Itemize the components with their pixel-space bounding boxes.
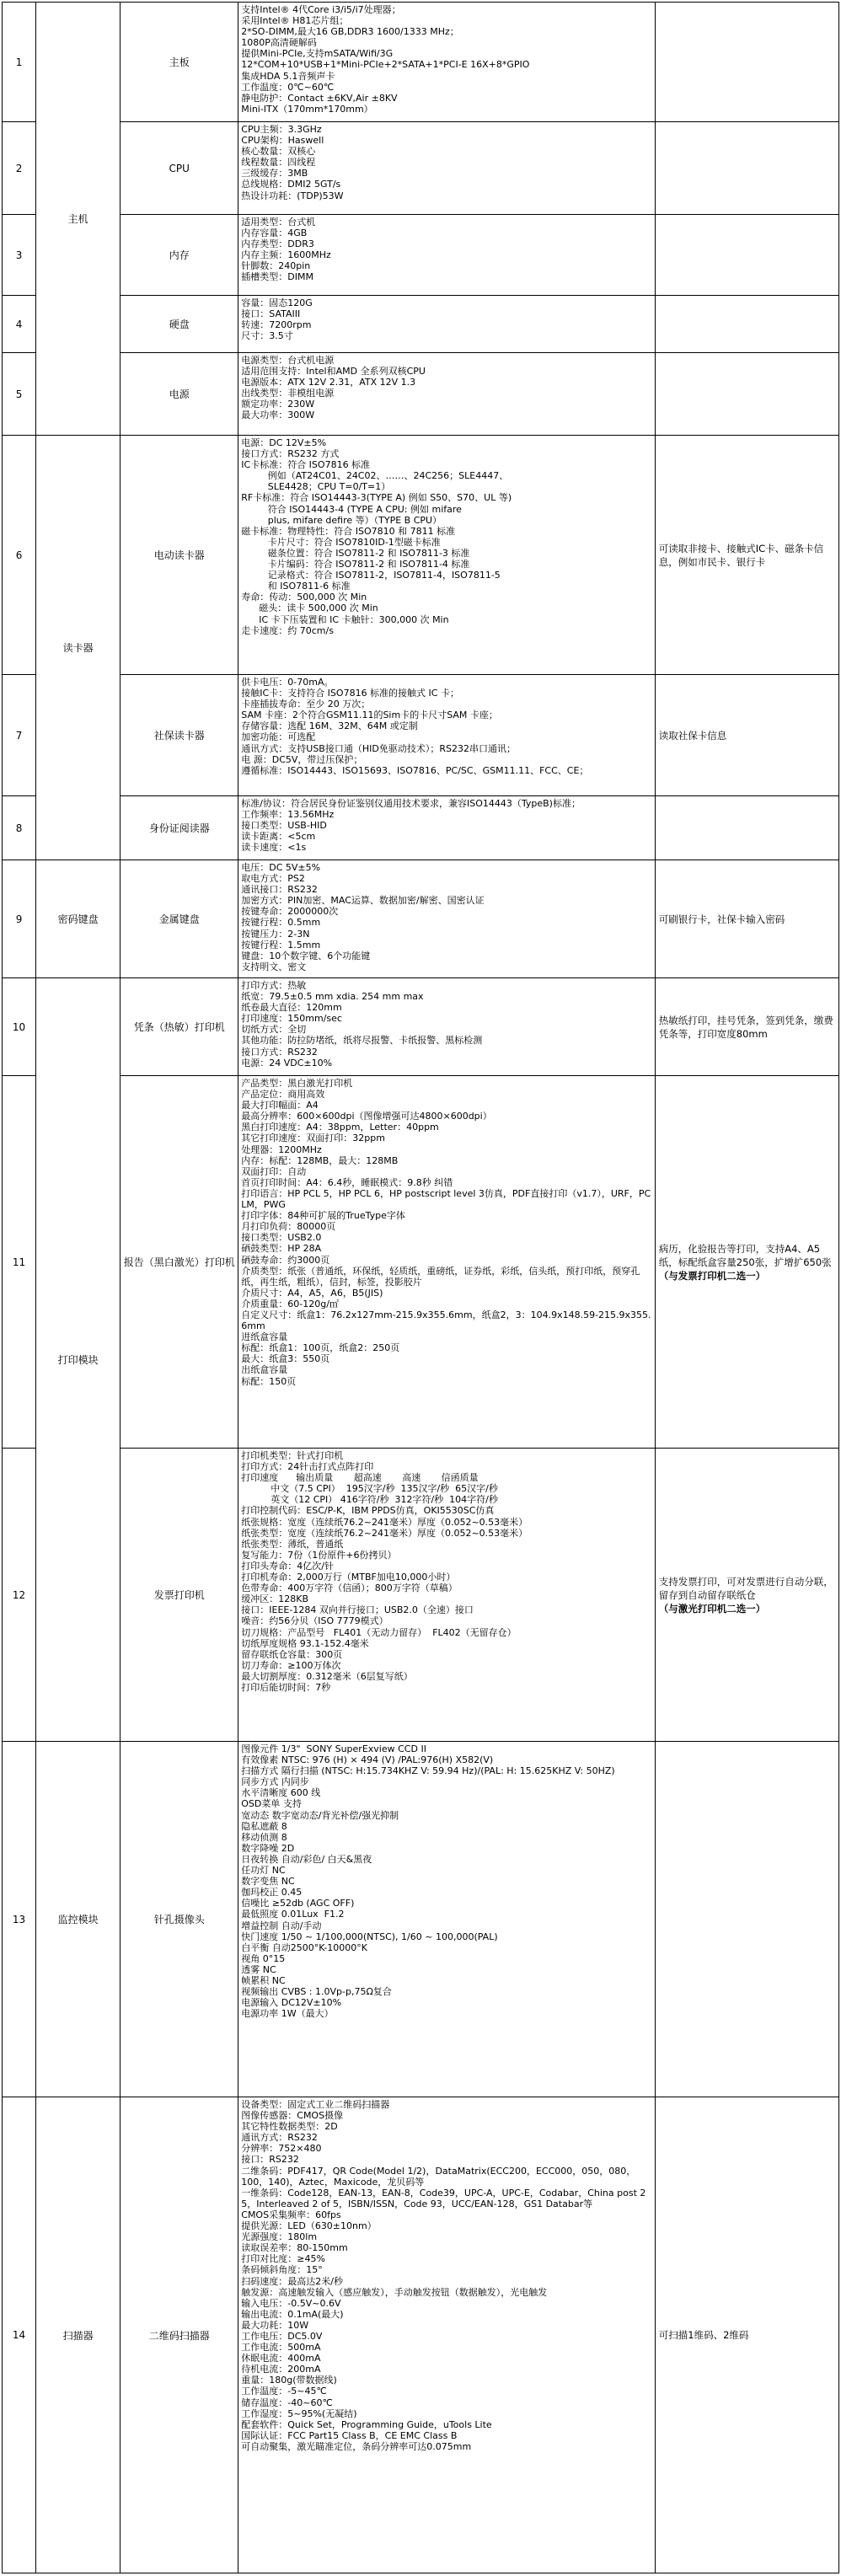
group-label: 密码键盘 (36, 860, 121, 978)
device-name: 针孔摄像头 (121, 1742, 238, 2097)
device-name: 主板 (121, 3, 238, 122)
row-number: 3 (3, 215, 36, 296)
device-name: 内存 (121, 215, 238, 296)
spec-table (2, 2, 839, 2573)
table-row (3, 353, 839, 436)
row-number: 1 (3, 3, 36, 122)
row-number: 12 (3, 1449, 36, 1742)
table-row (3, 296, 839, 353)
group-label: 主机 (36, 3, 121, 436)
group-label: 打印模块 (36, 978, 121, 1742)
row-number: 6 (3, 436, 36, 675)
table-row (3, 436, 839, 675)
spec-cell: 支持Intel® 4代Core i3/i5/i7处理器； 采用Intel® H81芯片组； 2*SO-DIMM,最大16 GB,DDR3 1600/1333 MHz； 1080P高清硬解码 提供Mini-PCIe,支持mSATA/Wifi/3G 12*COM+10*USB+1*Mini-PCIe+2*SATA+1*PCI-E 16X+8*GPIO 集成HDA 5.1音频声卡 工作温度：0℃~60℃ 静电防护：Contact ±6KV,Air ±8KV Mini-ITX（170mm*170mm） (238, 3, 655, 122)
spec-cell: 产品类型：黑白激光打印机 产品定位：商用高效 最大打印幅面：A4 最高分辨率：600×600dpi（图像增强可达4800×600dpi） 黑白打印速度：A4：38ppm，Letter：40ppm 其它打印速度：双面打印：32ppm 处理器：1200MHz 内存：标配：128MB，最大：128MB 双面打印：自动 首页打印时间：A4：6.4秒，睡眠模式：9.8秒 纠错 打印语言：HP PCL 5，HP PCL 6，HP postscript level 3仿真，PDF直接打印（v1.7），URF，PCLM，PWG 打印字体：84种可扩展的TrueType字体 月打印负荷：80000页 接口类型：USB2.0 硒鼓类型：HP 28A 硒鼓寿命：约3000页 介质类型：纸张（普通纸，环保纸，轻质纸，重磅纸，证券纸，彩纸，信头纸，预打印纸，预穿孔纸，再生纸，粗纸），信封，标签，投影胶片 介质尺寸：A4，A5，A6，B5(JIS) 介质重量：60-120g/㎡ 自定义尺寸：纸盒1：76.2x127mm-215.9x355.6mm，纸盒2，3：104.9x148.59-215.9x355.6mm 进纸盒容量 标配：纸盒1：100页，纸盒2：250页 最大：纸盒3：550页 出纸盒容量 标配：150页 (238, 1076, 655, 1449)
spec-cell: 电源类型：台式机电源 适用范围支持：Intel和AMD 全系列双核CPU 电源版本：ATX 12V 2.31，ATX 12V 1.3 出线类型：非模组电源 额定功率：230W 最大功率：300W (238, 353, 655, 436)
spec-cell: 打印方式：热敏 纸宽：79.5±0.5 mm xdia. 254 mm max 纸卷最大直径：120mm 打印速度：150mm/sec 切纸方式：全切 其他功能：防拉防堵纸，纸将尽报警、卡纸报警、黑标检测 接口方式：RS232 电源：24 VDC±10% (238, 978, 655, 1076)
note-cell: 病历，化验报告等打印，支持A4、A5纸，标配纸盒容量250张，扩增扩650张（与发票打印机二选一） (655, 1076, 838, 1449)
row-number: 4 (3, 296, 36, 353)
table-row (3, 860, 839, 978)
spec-cell: 图像元件 1/3" SONY SuperExview CCD II 有效像素 NTSC: 976 (H) × 494 (V) /PAL:976(H) X582(V) 扫描方式 隔行扫描 (NTSC: H:15.734KHZ V: 59.94 Hz)/(PAL: H: 15.625KHZ V: 50HZ) 同步方式 内同步 水平清晰度 600 线 OSD菜单 支持 宽动态 数字宽动态/背光补偿/强光抑制 隐私遮蔽 8 移动侦测 8 数字降噪 2D 日夜转换 自动/彩色/ 白天&黑夜 任功灯 NC 数字变焦 NC 伽玛校正 0.45 信噪比 ≥52db (AGC OFF) 最低照度 0.01Lux F1.2 增益控制 自动/手动 快门速度 1/50 ~ 1/100,000(NTSC), 1/60 ~ 100,000(PAL) 白平衡 自动2500°K-10000°K 视角 0°15 透雾 NC 帧累积 NC 视频输出 CVBS : 1.0Vp-p,75Ω复合 电源输入 DC12V±10% 电源功率 1W（最大） (238, 1742, 655, 2097)
note-cell: 支持发票打印，可对发票进行自动分联，留存到自动留存联纸仓 （与激光打印机二选一） (655, 1449, 838, 1742)
note-cell: 可读取非接卡、接触式IC卡、磁条卡信息，例如市民卡、银行卡 (655, 436, 838, 675)
note-cell (655, 215, 838, 296)
device-name: CPU (121, 122, 238, 215)
row-number: 7 (3, 675, 36, 796)
group-label: 扫描器 (36, 2097, 121, 2573)
device-name: 硬盘 (121, 296, 238, 353)
spec-cell: 供卡电压：0-70mA。 接触IC卡：支持符合 ISO7816 标准的接触式 IC 卡； 卡座插拔寿命：至少 20 万次； SAM 卡座：2个符合GSM11.11的Sim卡的卡尺寸SAM 卡座； 存储容量：选配 16M、32M、64M 或定制 加密功能：可选配 通讯方式：支持USB接口通（HID免驱动技术）；RS232串口通讯； 电 源：DC5V，带过压保护； 遵循标准：ISO14443、ISO15693、ISO7816、PC/SC、GSM11.11、FCC、CE； (238, 675, 655, 796)
device-name: 金属键盘 (121, 860, 238, 978)
row-number: 2 (3, 122, 36, 215)
table-row (3, 978, 839, 1076)
device-name: 二维码扫描器 (121, 2097, 238, 2573)
note-cell (655, 1742, 838, 2097)
row-number: 5 (3, 353, 36, 436)
table-row (3, 2097, 839, 2573)
note-cell: 可刷银行卡，社保卡输入密码 (655, 860, 838, 978)
table-row (3, 3, 839, 122)
table-row (3, 1449, 839, 1742)
spec-cell: 电压：DC 5V±5% 取电方式：PS2 通讯接口：RS232 加密方式：PIN加密、MAC运算、数据加密/解密、国密认证 按键寿命：2000000次 按键行程：0.5mm 按键压力：2-3N 按键行程：1.5mm 键盘：10个数字键、6个功能键 支持明文、密文 (238, 860, 655, 978)
row-number: 13 (3, 1742, 36, 2097)
spec-cell: 容量：固态120G 接口：SATAIII 转速：7200rpm 尺寸：3.5寸 (238, 296, 655, 353)
note-cell: 热敏纸打印，挂号凭条，签到凭条，缴费凭条等，打印宽度80mm (655, 978, 838, 1076)
table-row (3, 215, 839, 296)
spec-cell: 电源：DC 12V±5% 接口方式：RS232 方式 IC卡标准：符合 ISO7816 标准 例如（AT24C01、24C02、……、24C256；SLE4447、 SLE4428；CPU T=0/T=1） RF卡标准：符合 ISO14443-3(TYPE A) 例如 S50、S70、UL 等) 符合 ISO14443-4 (TYPE A CPU: 例如 mifare plus, mifare defire 等）（TYPE B CPU） 磁卡标准：物理特性：符合 ISO7810 和 7811 标准 卡片尺寸：符合 ISO7810ID-1型磁卡标准 磁条位置：符合 ISO7811-2 和 ISO7811-3 标准 卡片编码：符合 ISO7811-2 和 ISO7811-4 标准 记录格式：符合 ISO7811-2，ISO7811-4，ISO7811-5 和 ISO7811-6 标准 寿命：传动：500,000 次 Min 磁头：读卡 500,000 次 Min IC 卡下压装置和 IC 卡触针：300,000 次 Min 走卡速度：约 70cm/s (238, 436, 655, 675)
group-label: 监控模块 (36, 1742, 121, 2097)
table-row (3, 1076, 839, 1449)
table-row (3, 1742, 839, 2097)
note-cell (655, 3, 838, 122)
row-number: 9 (3, 860, 36, 978)
note-cell: 读取社保卡信息 (655, 675, 838, 796)
note-cell (655, 122, 838, 215)
device-name: 社保读卡器 (121, 675, 238, 796)
group-label: 读卡器 (36, 436, 121, 860)
device-name: 电动读卡器 (121, 436, 238, 675)
spec-cell: 打印机类型：针式打印机 打印方式：24针击打式点阵打印 打印速度 输出质量 超高速 高速 信函质量 中文（7.5 CPI） 195汉字/秒 135汉字/秒 65汉字/秒 英文（12 CPI） 416字符/秒 312字符/秒 104字符/秒 打印控制代码：ESC/P-K，IBM PPDS仿真，OKI5530SC仿真 纸张规格：宽度（连续纸76.2~241毫米）厚度（0.052~0.53毫米） 纸张类型：宽度（连续纸76.2~241毫米）厚度（0.052~0.53毫米） 纸张类型：薄纸，普通纸 复写能力：7份（1份原件+6份拷贝） 打印头寿命：4亿次/针 打印机寿命：2,000万行（MTBF加电10,000小时） 色带寿命：400万字符（信函）；800万字符（草稿） 缓冲区：128KB 接口：IEEE-1284 双向并行接口；USB2.0（全速）接口 噪音：约56分贝（ISO 7779模式） 切刀规格：产品型号 FL401（无动力留存） FL402（无留存仓） 切纸厚度规格 93.1-152.4毫米 留存联纸仓容量：300页 切刀寿命：≥100万体次 最大切割厚度：0.312毫米（6层复写纸） 打印后能切时间：7秒 (238, 1449, 655, 1742)
row-number: 14 (3, 2097, 36, 2573)
table-row (3, 122, 839, 215)
row-number: 10 (3, 978, 36, 1076)
note-cell (655, 353, 838, 436)
row-number: 8 (3, 796, 36, 860)
table-row (3, 675, 839, 796)
device-name: 电源 (121, 353, 238, 436)
device-name: 发票打印机 (121, 1449, 238, 1742)
row-number: 11 (3, 1076, 36, 1449)
note-cell: 可扫描1维码、2维码 (655, 2097, 838, 2573)
note-cell (655, 796, 838, 860)
spec-cell: 标准/协议：符合居民身份证鉴别仪通用技术要求，兼容ISO14443（TypeB)标准； 工作频率：13.56MHz 接口类型：USB-HID 读卡距离：<5cm 读卡速度：<1s (238, 796, 655, 860)
note-cell (655, 296, 838, 353)
table-row (3, 796, 839, 860)
spec-cell: CPU主频：3.3GHz CPU架构：Haswell 核心数量：双核心 线程数量：四线程 三级缓存：3MB 总线规格：DMI2 5GT/s 热设计功耗：(TDP)53W (238, 122, 655, 215)
spec-cell: 适用类型：台式机 内存容量：4GB 内存类型：DDR3 内存主频：1600MHz 针脚数：240pin 插槽类型：DIMM (238, 215, 655, 296)
spec-cell: 设备类型：固定式工业二维码扫描器 图像传感器：CMOS摄像 其它特性数据类型：2D 通讯方式：RS232 分辨率：752×480 接口：RS232 二维条码：PDF417，QR Code(Model 1/2)，DataMatrix(ECC200，ECC000，050，080， 100，140)，Aztec，Maxicode，龙贝码等 一维条码：Code128，EAN-13，EAN-8，Code39，UPC-A，UPC-E，Codabar，China post 25，Interleaved 2 of 5，ISBN/ISSN，Code 93，UCC/EAN-128，GS1 Databar等 CMOS采集频率：60fps 提供光源：LED（630±10nm） 光源强度：180lm 读取误差率：80-150mm 打印对比度：≥45% 条码倾斜角度：15° 扫码速度：最高达2米/秒 触发源：高速触发输入（感应触发），手动触发按钮（数据触发），光电触发 输入电压：-0.5V~0.6V 输出电流：0.1mA(最大) 最大功耗：10W 工作电压：DC5.0V 工作电流：500mA 休眠电流：400mA 待机电流：200mA 重量：180g(带数据线) 工作温度：-5~45℃ 储存温度：-40~60℃ 工作湿度：5~95%(无凝结) 配套软件：Quick Set，Programming Guide，uTools Lite 国际认证：FCC Part15 Class B，CE EMC Class B 可自动聚集，激光瞄准定位，条码分辨率可达0.075mm (238, 2097, 655, 2573)
device-name: 报告（黑白激光）打印机 (121, 1076, 238, 1449)
device-name: 身份证阅读器 (121, 796, 238, 860)
device-name: 凭条（热敏）打印机 (121, 978, 238, 1076)
